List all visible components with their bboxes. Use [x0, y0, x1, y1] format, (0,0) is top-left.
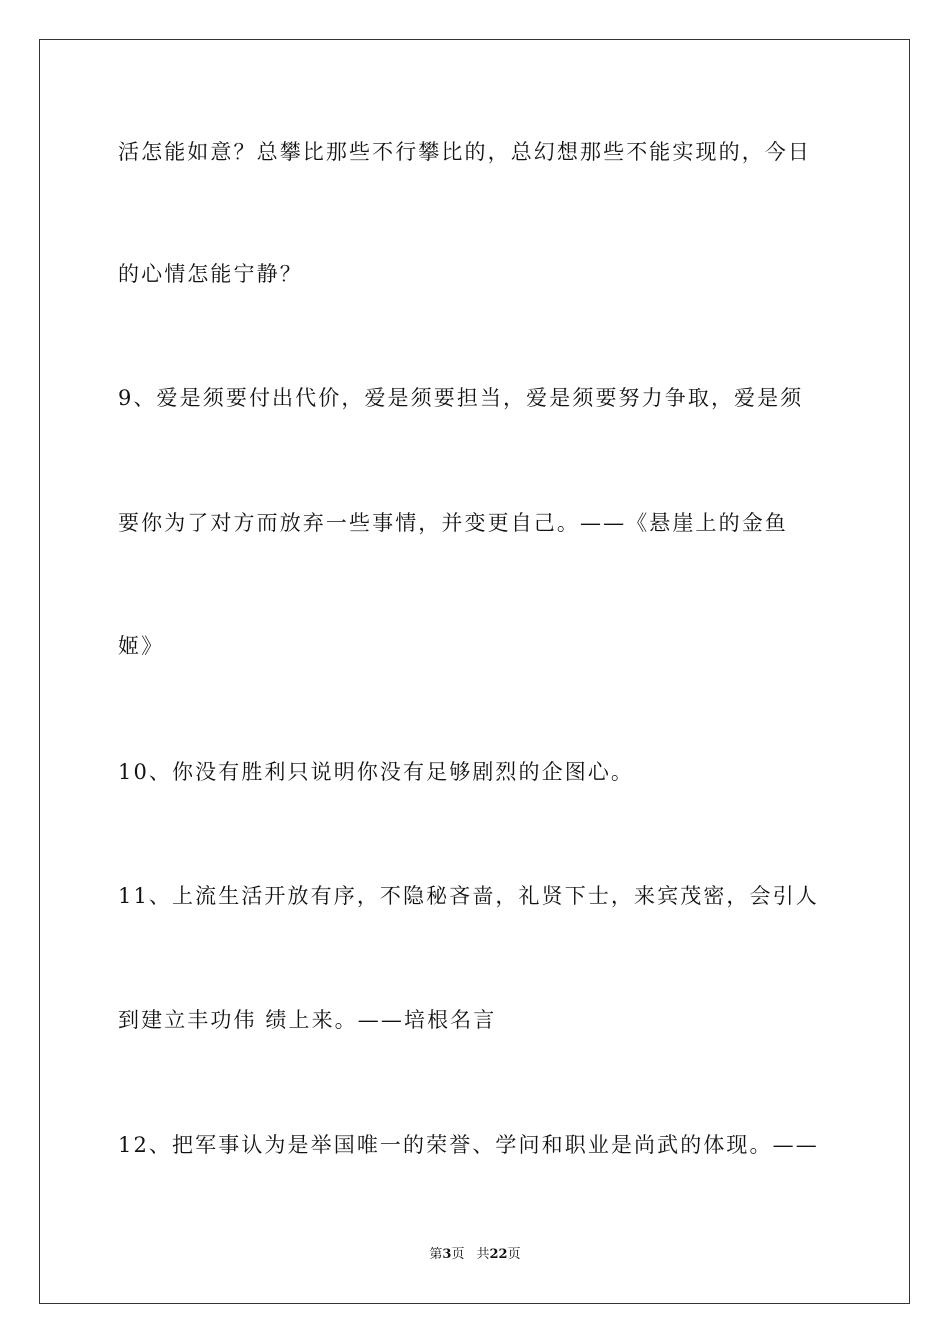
footer-page-suffix: 页: [451, 1247, 465, 1262]
text-line-3: 9、爱是须要付出代价，爱是须要担当，爱是须要努力争取，爱是须: [118, 386, 804, 410]
text-line-6: 10、你没有胜利只说明你没有足够剧烈的企图心。: [118, 760, 635, 784]
text-line-1: 活怎能如意？总攀比那些不行攀比的，总幻想那些不能实现的，今日: [118, 140, 811, 164]
page-footer: [0, 1245, 950, 1265]
text-line-8: 到建立丰功伟 绩上来。——培根名言: [118, 1008, 497, 1032]
text-line-9: 12、把军事认为是举国唯一的荣誉、学问和职业是尚武的体现。——: [118, 1133, 819, 1157]
text-line-7: 11、上流生活开放有序，不隐秘吝啬，礼贤下士，来宾茂密，会引人: [118, 884, 819, 908]
text-line-2: 的心情怎能宁静？: [118, 262, 303, 286]
footer-total-prefix: 共: [476, 1247, 490, 1262]
page-frame: [39, 39, 910, 1304]
total-page-count: 22: [489, 1247, 508, 1262]
text-line-5: 姬》: [118, 634, 165, 658]
current-page-number: 3: [442, 1247, 452, 1262]
text-line-4: 要你为了对方而放弃一些事情，并变更自己。——《悬崖上的金鱼: [118, 511, 788, 535]
footer-prefix: 第: [429, 1247, 443, 1262]
footer-total-suffix: 页: [507, 1247, 521, 1262]
